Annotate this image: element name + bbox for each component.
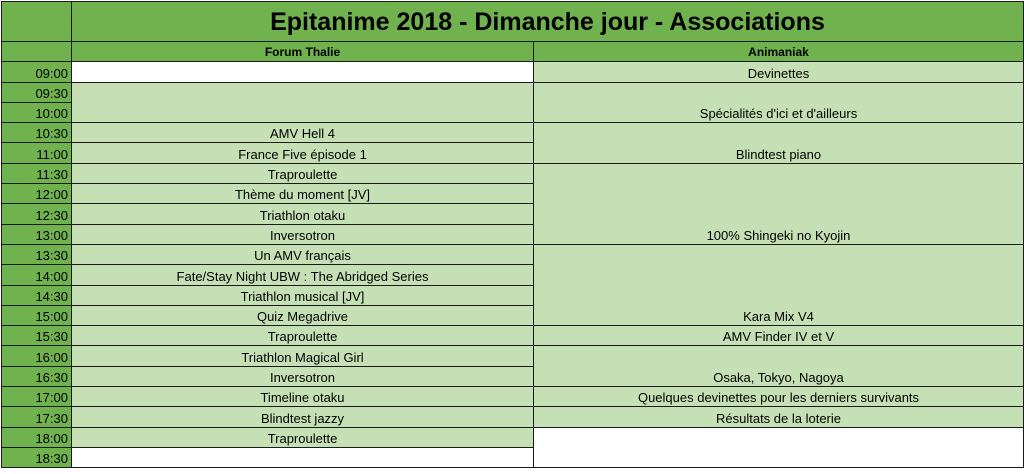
time-slot: 15:30 — [2, 326, 72, 346]
animaniak-event: Résultats de la loterie — [534, 407, 1024, 427]
time-row — [2, 346, 1024, 366]
animaniak-event: Quelques devinettes pour les derniers survivants — [534, 387, 1024, 407]
time-slot: 12:30 — [2, 204, 72, 224]
forum-thalie-event: Traproulette — [72, 163, 534, 183]
column-header-forum-thalie: Forum Thalie — [72, 42, 534, 62]
forum-thalie-event: Inversotron — [72, 224, 534, 244]
time-slot: 16:00 — [2, 346, 72, 366]
time-slot: 10:30 — [2, 123, 72, 143]
time-slot: 15:00 — [2, 305, 72, 325]
title-corner — [2, 2, 72, 42]
title-row — [2, 2, 1024, 42]
forum-thalie-event: AMV Hell 4 — [72, 123, 534, 143]
forum-thalie-event: Traproulette — [72, 427, 534, 447]
forum-thalie-event: Timeline otaku — [72, 387, 534, 407]
empty-slot — [72, 62, 534, 82]
time-row — [2, 123, 1024, 143]
time-row — [2, 163, 1024, 183]
time-row — [2, 407, 1024, 427]
forum-thalie-event: Fate/Stay Night UBW : The Abridged Series — [72, 265, 534, 285]
animaniak-event: AMV Finder IV et V — [534, 326, 1024, 346]
forum-thalie-event: Quiz Megadrive — [72, 305, 534, 325]
animaniak-event: Kara Mix V4 — [534, 244, 1024, 325]
forum-thalie-event: Traproulette — [72, 326, 534, 346]
header-row — [2, 42, 1024, 62]
forum-thalie-event: Blindtest jazzy — [72, 407, 534, 427]
forum-thalie-event — [72, 82, 534, 123]
animaniak-event: Devinettes — [534, 62, 1024, 82]
time-slot: 12:00 — [2, 184, 72, 204]
time-row — [2, 82, 1024, 102]
column-header-animaniak: Animaniak — [534, 42, 1024, 62]
time-slot: 14:00 — [2, 265, 72, 285]
time-slot: 11:00 — [2, 143, 72, 163]
animaniak-event: Blindtest piano — [534, 123, 1024, 164]
time-slot: 09:00 — [2, 62, 72, 82]
forum-thalie-event: Triathlon musical [JV] — [72, 285, 534, 305]
animaniak-event: Spécialités d'ici et d'ailleurs — [534, 82, 1024, 123]
time-slot: 17:30 — [2, 407, 72, 427]
animaniak-event: Osaka, Tokyo, Nagoya — [534, 346, 1024, 387]
animaniak-event: 100% Shingeki no Kyojin — [534, 163, 1024, 244]
time-slot: 18:30 — [2, 447, 72, 467]
forum-thalie-event: Triathlon Magical Girl — [72, 346, 534, 366]
empty-slot — [534, 427, 1024, 468]
time-slot: 16:30 — [2, 366, 72, 386]
forum-thalie-event: France Five épisode 1 — [72, 143, 534, 163]
header-corner — [2, 42, 72, 62]
empty-slot — [72, 447, 534, 467]
time-row — [2, 387, 1024, 407]
time-slot: 13:30 — [2, 244, 72, 264]
forum-thalie-event: Thème du moment [JV] — [72, 184, 534, 204]
forum-thalie-event: Triathlon otaku — [72, 204, 534, 224]
schedule-table — [1, 1, 1024, 468]
time-slot: 14:30 — [2, 285, 72, 305]
time-slot: 17:00 — [2, 387, 72, 407]
forum-thalie-event: Un AMV français — [72, 244, 534, 264]
time-slot: 09:30 — [2, 82, 72, 102]
time-slot: 11:30 — [2, 163, 72, 183]
time-slot: 10:00 — [2, 102, 72, 122]
time-slot: 18:00 — [2, 427, 72, 447]
time-slot: 13:00 — [2, 224, 72, 244]
time-row — [2, 326, 1024, 346]
time-row — [2, 427, 1024, 447]
time-row — [2, 244, 1024, 264]
forum-thalie-event: Inversotron — [72, 366, 534, 386]
page-title: Epitanime 2018 - Dimanche jour - Associations — [72, 2, 1024, 42]
time-row — [2, 62, 1024, 82]
